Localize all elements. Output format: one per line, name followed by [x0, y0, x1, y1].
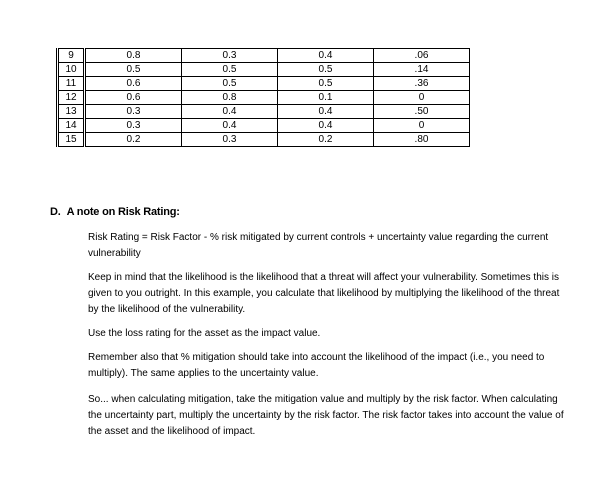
table-cell: .80	[374, 133, 470, 147]
table-row	[58, 133, 470, 147]
table-cell: 0	[374, 91, 470, 105]
table-cell: .50	[374, 105, 470, 119]
table-cell: 0.4	[182, 105, 278, 119]
table-cell: 0.3	[182, 133, 278, 147]
paragraph-mitigation-note: Remember also that % mitigation should take into account the likelihood of the impact (i.e., you need to multiply). The same applies to the uncertainty value.	[88, 352, 545, 379]
paragraph-risk-rating-formula: Risk Rating = Risk Factor - % risk mitigated by current controls + uncertainty value regarding the current vulnerability	[88, 232, 549, 259]
section-label: D.	[50, 206, 61, 218]
table-row	[58, 105, 470, 119]
table-cell: 15	[58, 133, 85, 147]
table-cell: 0.4	[182, 119, 278, 133]
table-row	[58, 119, 470, 133]
table-cell: 13	[58, 105, 85, 119]
risk-data-table	[56, 48, 470, 147]
table-cell: 0.5	[278, 63, 374, 77]
table-cell: 0.8	[85, 49, 182, 63]
paragraph-calculation-summary: So... when calculating mitigation, take the mitigation value and multiply by the risk factor. When calculating the uncertainty part, multiply the uncertainty by the risk factor. The risk factor takes into account the value of the asset and the likelihood of impact.	[88, 394, 564, 437]
table-cell: .06	[374, 49, 470, 63]
table-cell: 0.2	[85, 133, 182, 147]
table-cell: 10	[58, 63, 85, 77]
table-cell: 14	[58, 119, 85, 133]
paragraph-impact-value: Use the loss rating for the asset as the impact value.	[88, 328, 321, 339]
section-heading	[50, 206, 180, 218]
section-title: A note on Risk Rating:	[66, 206, 180, 218]
table-cell: 0.5	[182, 77, 278, 91]
table-row	[58, 91, 470, 105]
table-cell: 0.4	[278, 105, 374, 119]
table-cell: 0.8	[182, 91, 278, 105]
table-row	[58, 63, 470, 77]
table-cell: .14	[374, 63, 470, 77]
table-cell: 0.4	[278, 49, 374, 63]
table-cell: 0.3	[85, 105, 182, 119]
table-cell: 0.3	[182, 49, 278, 63]
table-cell: 0.5	[85, 63, 182, 77]
table-row	[58, 49, 470, 63]
table-cell: 0.6	[85, 91, 182, 105]
table-cell: 0.4	[278, 119, 374, 133]
table-cell: 0.5	[278, 77, 374, 91]
table-row	[58, 77, 470, 91]
table-cell: 0	[374, 119, 470, 133]
table-cell: 9	[58, 49, 85, 63]
paragraph-likelihood: Keep in mind that the likelihood is the likelihood that a threat will affect your vulnerability. Sometimes this is given to you outright. In this example, you calculate that likelihood by multiplying the likelihood of the threat by the likelihood of the vulnerability.	[88, 272, 560, 315]
table-cell: 0.2	[278, 133, 374, 147]
table-cell: 0.5	[182, 63, 278, 77]
table-cell: 11	[58, 77, 85, 91]
table-cell: 12	[58, 91, 85, 105]
table-cell: 0.6	[85, 77, 182, 91]
table-cell: 0.1	[278, 91, 374, 105]
table-cell: 0.3	[85, 119, 182, 133]
table-cell: .36	[374, 77, 470, 91]
